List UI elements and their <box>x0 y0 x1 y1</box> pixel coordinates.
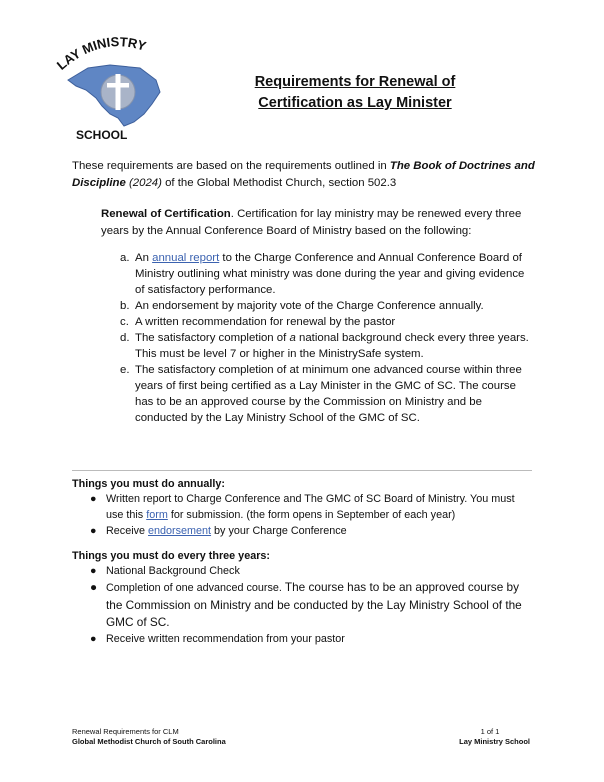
lay-ministry-school-logo <box>48 28 178 146</box>
list-item: d. The satisfactory completion of a national background check every three years. This must be level 7 or higher in the MinistrySafe system. <box>120 332 529 360</box>
list-item: ● Receive endorsement by your Charge Conference <box>90 525 347 537</box>
three-years-heading: Things you must do every three years: <box>72 550 271 562</box>
book-title: The Book of Doctrines and Discipline <box>72 160 535 189</box>
footer-school: Lay Ministry School <box>459 737 530 746</box>
page-number: 1 of 1 <box>480 727 500 736</box>
bullet-icon: ● <box>90 633 97 645</box>
list-item: e. The satisfactory completion of at minimum one advanced course within three years of first being certified as a Lay Minister in the GMC of SC. The course has to be an approved course by the Commission on Ministry and be conducted by the Lay Ministry School of the GMC of SC. <box>120 364 522 424</box>
logo-graphic <box>48 28 178 146</box>
title-line-2: Certification as Lay Minister <box>258 95 452 111</box>
page-title <box>200 72 510 114</box>
annual-report-link[interactable]: annual report <box>152 252 220 264</box>
title-line-1: Requirements for Renewal of <box>254 74 456 90</box>
footer-right <box>420 727 530 747</box>
intro-paragraph: These requirements are based on the requirements outlined in The Book of Doctrines and Discipline (2024) of the Global Methodist Church, section 502.3 <box>72 160 535 189</box>
footer-doc-title: Renewal Requirements for CLM <box>72 727 179 736</box>
list-item: ● Completion of one advanced course. The course has to be an approved course by the Commission on Ministry and be conducted by the Lay Ministry School of the GMC of SC. <box>90 580 522 629</box>
logo-bottom-text: SCHOOL <box>76 128 128 142</box>
list-item: ● Written report to Charge Conference and The GMC of SC Board of Ministry. You must use this form for submission. (the form opens in September of each year) <box>90 493 515 521</box>
bullet-icon: ● <box>90 580 98 594</box>
list-item: b. An endorsement by majority vote of the Charge Conference annually. <box>120 300 484 312</box>
list-item: ● Receive written recommendation from your pastor <box>90 633 345 645</box>
annual-heading: Things you must do annually: <box>72 478 225 490</box>
three-years-list <box>90 563 530 647</box>
footer-organization: Global Methodist Church of South Carolina <box>72 737 226 746</box>
list-item: ● National Background Check <box>90 565 240 577</box>
cross-icon <box>116 74 121 110</box>
bullet-icon: ● <box>90 493 97 505</box>
bullet-icon: ● <box>90 565 97 577</box>
list-item: c. A written recommendation for renewal by the pastor <box>120 316 396 328</box>
renewal-paragraph: Renewal of Certification. Certification for lay ministry may be renewed every three years by the Annual Conference Board of Ministry based on the following: <box>101 208 522 237</box>
footer-left <box>72 727 226 747</box>
book-year: (2024) <box>128 177 162 189</box>
annual-list <box>90 491 530 539</box>
endorsement-link[interactable]: endorsement <box>148 525 212 537</box>
logo-top-text: LAY MINISTRY <box>53 34 148 73</box>
requirements-list <box>110 250 530 426</box>
list-item: a. An annual report to the Charge Conference and Annual Conference Board of Ministry outlining what ministry was done during the year and giving evidence of satisfactory performance. <box>120 252 525 296</box>
form-link[interactable]: form <box>146 509 168 521</box>
section-divider <box>72 470 532 471</box>
renewal-heading: Renewal of Certification <box>101 208 231 220</box>
bullet-icon: ● <box>90 525 97 537</box>
